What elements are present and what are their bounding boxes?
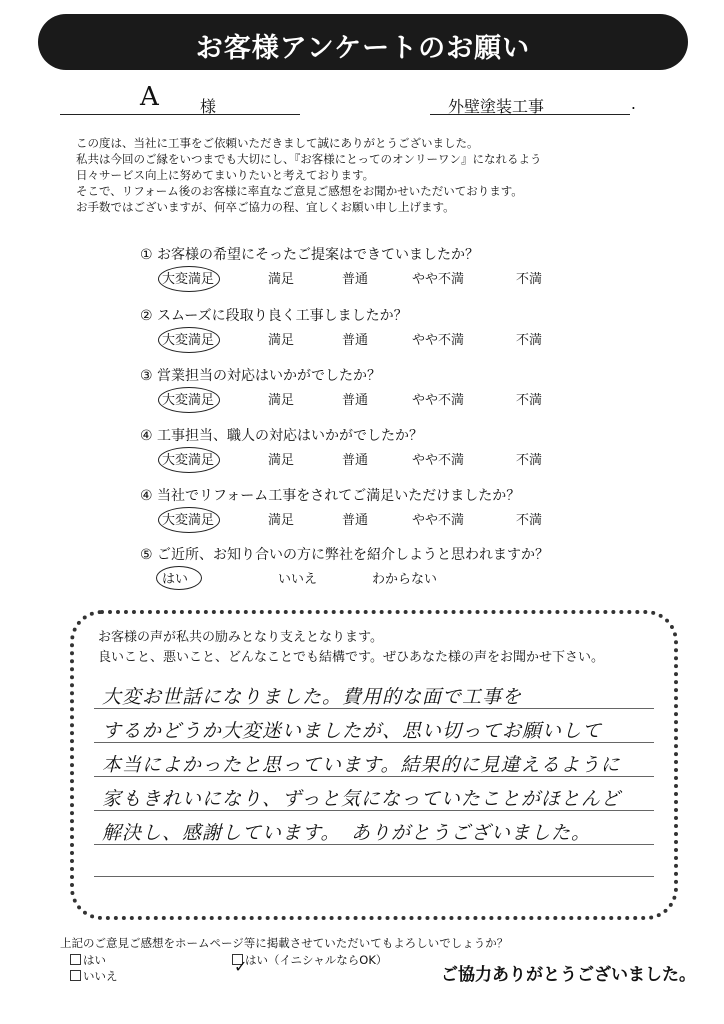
option[interactable]: やや不満 (412, 453, 465, 468)
option[interactable]: 不満 (516, 453, 543, 468)
question-2 (140, 305, 543, 351)
checkbox[interactable] (70, 954, 81, 965)
comments-intro (98, 628, 604, 668)
intro-line: 私共は今回のご縁をいつまでも大切にし、『お客様にとってのオンリーワン』になれるよう (76, 152, 542, 166)
intro-text (76, 135, 542, 215)
option[interactable]: 大変満足 (162, 333, 215, 348)
writing-rule (94, 876, 654, 877)
customer-field (60, 82, 300, 116)
question-1 (140, 244, 543, 290)
question-text: ① お客様の希望にそったご提案はできていましたか？ (140, 247, 479, 263)
publish-permission-question: 上記のご意見ご感想をホームページ等に掲載させていただいてもよろしいでしょうか？ (60, 936, 509, 950)
writing-rule (94, 810, 654, 811)
question-text: ④ 当社でリフォーム工事をされてご満足いただけましたか？ (140, 488, 521, 504)
option[interactable]: わからない (372, 572, 438, 587)
question-options (140, 329, 543, 351)
question-5 (140, 485, 543, 531)
option[interactable]: 満足 (268, 393, 295, 408)
selection-circle (158, 447, 220, 473)
publish-option-yes[interactable]: はい (70, 952, 106, 968)
handwritten-line: 大変お世話になりました。費用的な面で工事を (102, 686, 523, 708)
intro-line: お手数ではございますが、何卒ご協力の程、宜しくお願い申し上げます。 (76, 200, 455, 214)
option[interactable]: 不満 (516, 513, 543, 528)
question-text: ③ 営業担当の対応はいかがでしたか？ (140, 368, 381, 384)
option[interactable]: 普通 (342, 272, 369, 287)
checkbox[interactable] (70, 970, 81, 981)
selection-circle (158, 266, 220, 292)
question-options (140, 509, 543, 531)
question-6 (140, 544, 549, 590)
intro-line: そこで、リフォーム後のお客様に率直なご意見ご感想をお聞かせいただいております。 (76, 184, 523, 198)
checkmark-icon: ✓ (234, 957, 248, 976)
handwritten-line: するかどうか大変迷いましたが、思い切ってお願いして (102, 720, 603, 742)
option[interactable]: 不満 (516, 393, 543, 408)
option[interactable]: 満足 (268, 333, 295, 348)
question-options (140, 389, 543, 411)
comments-intro-line: 良いこと、悪いこと、どんなことでも結構です。ぜひあなた様の声をお聞かせ下さい。 (98, 650, 604, 665)
question-options (140, 449, 543, 471)
comments-box (70, 610, 678, 920)
option[interactable]: 大変満足 (162, 513, 215, 528)
handwritten-line: 家もきれいになり、ずっと気になっていたことがほとんど (102, 788, 621, 810)
work-title: 外壁塗装工事 (448, 97, 545, 116)
customer-suffix: 様 (200, 97, 217, 116)
option[interactable]: 普通 (342, 513, 369, 528)
question-options (140, 268, 543, 290)
option[interactable]: やや不満 (412, 333, 465, 348)
intro-line: この度は、当社に工事をご依頼いただきまして誠にありがとうございました。 (76, 136, 479, 150)
option[interactable]: 普通 (342, 453, 369, 468)
selection-circle (158, 507, 220, 533)
title-banner (38, 14, 688, 70)
publish-option-initials[interactable]: はい（イニシャルならOK） (232, 952, 387, 968)
handwritten-line: 本当によかったと思っています。結果的に見違えるように (102, 754, 621, 776)
question-text: ② スムーズに段取り良く工事しましたか？ (140, 308, 408, 324)
option[interactable]: 満足 (268, 272, 295, 287)
selection-circle (158, 387, 220, 413)
option[interactable]: 大変満足 (162, 393, 215, 408)
option[interactable]: 不満 (516, 333, 543, 348)
option[interactable]: やや不満 (412, 513, 465, 528)
question-4 (140, 425, 543, 471)
option[interactable]: いいえ (278, 572, 318, 587)
handwritten-line: 解決し、感謝しています。 ありがとうございました。 (102, 822, 591, 844)
intro-line: 日々サービス向上に努めてまいりたいと考えております。 (76, 168, 375, 182)
publish-option-no[interactable]: いいえ (70, 968, 118, 984)
customer-name: A (140, 82, 159, 112)
option[interactable]: 普通 (342, 393, 369, 408)
comments-intro-line: お客様の声が私共の励みとなり支えとなります。 (98, 630, 383, 645)
writing-rule (94, 742, 654, 743)
option[interactable]: 普通 (342, 333, 369, 348)
selection-circle (158, 327, 220, 353)
option[interactable]: 満足 (268, 453, 295, 468)
thanks-message: ご協力ありがとうございました。 (441, 965, 696, 985)
writing-rule (94, 844, 654, 845)
option[interactable]: 不満 (516, 272, 543, 287)
option[interactable]: 大変満足 (162, 453, 215, 468)
work-field (430, 90, 636, 116)
option[interactable]: やや不満 (412, 272, 465, 287)
question-text: ⑤ ご近所、お知り合いの方に弊社を紹介しようと思われますか？ (140, 547, 549, 563)
selection-circle (156, 566, 202, 590)
work-dot: . (630, 94, 636, 113)
writing-rule (94, 776, 654, 777)
page-title: お客様アンケートのお願い (195, 33, 531, 64)
writing-rule (94, 708, 654, 709)
question-options (140, 568, 549, 590)
option[interactable]: はい (162, 572, 189, 587)
question-text: ④ 工事担当、職人の対応はいかがでしたか？ (140, 428, 423, 444)
option[interactable]: やや不満 (412, 393, 465, 408)
option[interactable]: 満足 (268, 513, 295, 528)
question-3 (140, 365, 543, 411)
option[interactable]: 大変満足 (162, 272, 215, 287)
